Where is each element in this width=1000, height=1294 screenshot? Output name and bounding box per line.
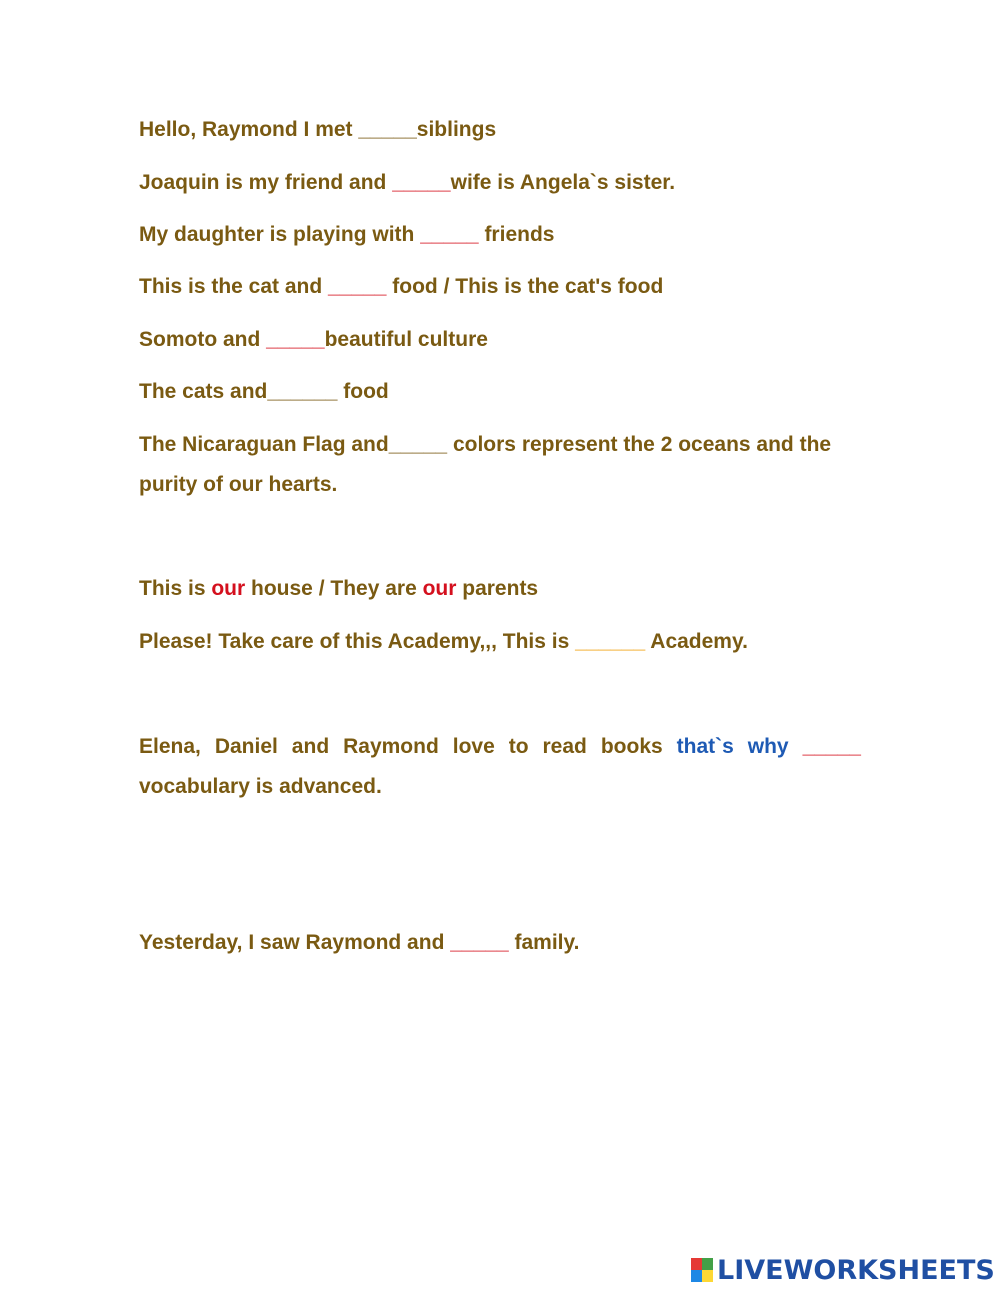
answer-blank[interactable]: _____ — [392, 171, 451, 194]
sentence-text: food / This is the cat's food — [386, 275, 664, 298]
sentence-text: Elena, Daniel and Raymond love to read books — [139, 735, 677, 758]
sentence-7 — [139, 425, 861, 505]
example-text: parents — [456, 577, 539, 600]
sentence-text: Somoto and — [139, 328, 267, 351]
example-text: house / They are — [245, 577, 423, 600]
sentence-highlight: that`s why — [676, 735, 789, 758]
sentence-text: The Nicaraguan Flag and — [139, 433, 389, 456]
sentence-text: This is the cat and — [139, 275, 329, 298]
sentence-4 — [139, 267, 861, 307]
sentence-text: friends — [478, 223, 555, 246]
answer-blank[interactable]: _____ — [328, 275, 387, 298]
sentence-10 — [139, 923, 861, 963]
example-highlight-word: our — [422, 577, 457, 600]
sentence-1 — [139, 110, 861, 150]
sentence-text: The cats and — [139, 380, 268, 403]
sentence-text: Joaquin is my friend and — [139, 171, 393, 194]
answer-blank[interactable]: _____ — [802, 735, 861, 758]
logo-wordmark: LIVEWORKSHEETS — [717, 1254, 995, 1286]
liveworksheets-logo[interactable] — [691, 1254, 995, 1286]
answer-blank[interactable]: ______ — [575, 630, 646, 653]
sentence-text: My daughter is playing with — [139, 223, 421, 246]
sentence-9 — [139, 727, 861, 807]
answer-blank[interactable]: _____ — [450, 931, 509, 954]
example-sentence — [139, 569, 861, 609]
example-highlight-word: our — [211, 577, 246, 600]
sentence-2 — [139, 163, 861, 203]
sentence-5 — [139, 320, 861, 360]
answer-blank[interactable]: ______ — [267, 380, 338, 403]
example-text: This is — [139, 577, 212, 600]
sentence-text: wife is Angela`s sister. — [450, 171, 676, 194]
answer-blank[interactable]: _____ — [358, 118, 417, 141]
sentence-text: siblings — [416, 118, 497, 141]
logo-blocks-icon — [691, 1258, 713, 1282]
sentence-text: Please! Take care of this Academy,,, This is — [139, 630, 576, 653]
sentence-text: food — [337, 380, 389, 403]
answer-blank[interactable]: _____ — [388, 433, 448, 456]
sentence-text: Yesterday, I saw Raymond and — [139, 931, 451, 954]
sentence-text: beautiful culture — [324, 328, 488, 351]
sentence-text: Hello, Raymond I met — [139, 118, 359, 141]
sentence-3 — [139, 215, 861, 255]
sentence-8 — [139, 622, 861, 662]
sentence-text: family. — [508, 931, 580, 954]
sentence-text: Academy. — [645, 630, 748, 653]
sentence-text: vocabulary is advanced. — [139, 775, 382, 798]
sentence-6 — [139, 372, 861, 412]
answer-blank[interactable]: _____ — [420, 223, 479, 246]
answer-blank[interactable]: _____ — [266, 328, 325, 351]
sentence-text: colors represent the 2 oceans and the purity of our hearts. — [139, 433, 832, 496]
